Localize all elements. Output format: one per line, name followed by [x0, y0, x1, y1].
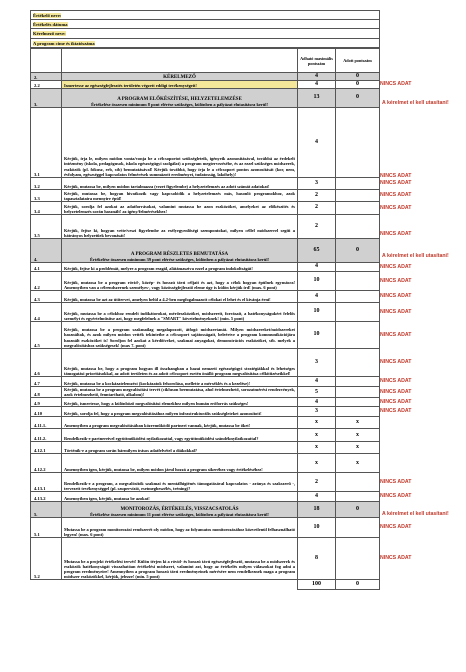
- given-points: 0: [336, 239, 380, 263]
- row-text: Amennyiben igen, kérjük, mutassa be azokat!: [62, 492, 298, 502]
- criterion-row: [31, 202, 380, 215]
- row-number: 4.2: [31, 272, 62, 291]
- missing-data-note: NINCS ADAT: [380, 398, 412, 405]
- row-text: Kérjük, sorolja fel, hogy a program megvalósításához milyen infrastrukturális szükségleteket azonosított!: [62, 407, 298, 417]
- header-fields: [30, 10, 380, 48]
- missing-data-note: NINCS ADAT: [380, 263, 412, 270]
- row-number: 2.: [31, 73, 62, 81]
- max-points: 2: [298, 473, 336, 492]
- given-points: [336, 272, 380, 291]
- given-points: [336, 108, 380, 178]
- given-points: [336, 407, 380, 417]
- evaluation-sheet: [30, 10, 380, 590]
- row-text: MONITOROZÁS, ÉRTÉKELÉS, VISSZACSATOLÁS Értékelése összesen minimum 11 pont elérése szükséges, különben a pályázat elutasításra kerül!: [62, 502, 298, 518]
- row-text: Mutassa be a program monitorozási rendszerét oly módon, hogy az folyamatos monitorozásához közvetlenül felhasználható legyen! (max. 6 pont): [62, 518, 298, 538]
- missing-data-note: NINCS ADAT: [380, 388, 412, 395]
- row-text: Kérjük, mutassa be a program szakmailag megalapozott, átfogó módszertanát. Milyen módszereket/módszereket használtak, és azok milyen módon vették tekintetbe a célcsoport sajátosságait, beleértve a program kommunikációjára használt eszközöket is! Soroljon fel azokat a kérdőíveket, szakmai anyagokat, demonstrációs eszközöket, stb. melyek a megvalósításhoz szükségesek! (max 7. pont): [62, 322, 298, 349]
- header-blank-text: [62, 49, 298, 73]
- header-given-points: Adott pontszám: [336, 49, 380, 73]
- row-number: 5.2: [31, 538, 62, 580]
- row-number: 3.1: [31, 108, 62, 178]
- row-text: Kérjük, mutassa be azt az útitervet, amelyen belül a 4.2-ben megfogalmazott célokat el lehet és el kívánja érni!: [62, 291, 298, 303]
- given-points: [336, 303, 380, 322]
- given-points: [336, 349, 380, 377]
- row-number: 4.12.1: [31, 442, 62, 454]
- row-number: 4.8: [31, 387, 62, 398]
- row-text: Kérjük, mutassa be, hogy a program hogyan ill összhangban a hazai nemzeti egészségügyi stratégiákkal és lehetséges támogatási prioritásokkal, az adott területen és az adott célcsoport esetén önálló program megvalósítása célkitűzéseikkel!: [62, 349, 298, 377]
- missing-data-note: NINCS ADAT: [380, 524, 412, 530]
- header-field-label: Kérelmező neve:: [33, 31, 66, 36]
- row-text: Történik-e a program során bármilyen írásos adatfelvétel a diákokkal?: [62, 442, 298, 454]
- row-number: 3.4: [31, 202, 62, 215]
- given-points: [336, 322, 380, 349]
- max-points: x: [298, 454, 336, 473]
- row-number: 3.2: [31, 178, 62, 190]
- max-points: 10: [298, 322, 336, 349]
- row-text: KÉRELMEZŐ: [62, 73, 298, 81]
- row-text: Amennyiben a program megvalósításában közreműködő partneri vannak, kérjük, mutassa be őket!: [62, 417, 298, 429]
- row-text: Kérjük, fejtse ki, hogyan vette/veszi figyelembe az esélyegyenlőségi szempontokat, milyen céllel módszerrel segíti a hátrányos helyzetűek bevonását!: [62, 215, 298, 239]
- missing-data-note: NINCS ADAT: [380, 493, 412, 499]
- total-given: 0: [336, 580, 380, 590]
- section-row: [31, 239, 380, 263]
- max-points: 65: [298, 239, 336, 263]
- criterion-row: [31, 178, 380, 190]
- criterion-row: [31, 272, 380, 291]
- missing-data-note: NINCS ADAT: [380, 359, 412, 365]
- header-field: [30, 29, 380, 39]
- reject-note: A kérelmet el kell utasítani!: [382, 99, 449, 106]
- max-points: 2: [298, 202, 336, 215]
- row-number: 4.6: [31, 349, 62, 377]
- criterion-row: [31, 417, 380, 429]
- missing-data-note: NINCS ADAT: [380, 204, 412, 211]
- missing-data-note: NINCS ADAT: [380, 277, 412, 284]
- row-text: Mutassa be a projekt értékelési tervét! Külön térjen ki a rövid- és hosszú távú egészségfejlesztő, mutassa be a módszerek és eszközök hatékonyságát visszahatóan értékelési módszert, valamint azt, hogy az értékelés milyen válaszokat fog adni a program eredményeire! Amennyiben a program hosszú távú eredményeinek mérésére nem rendelkeznek maga a program módszer eszközökkel, kérjük, jelezze! (min. 5 pont): [62, 538, 298, 580]
- row-text: Kérjük, fejtse ki a problémát, melyre a program reagál, alátámasztva ezzel a program indokoltságát!: [62, 263, 298, 272]
- max-points: 4: [298, 492, 336, 502]
- criterion-row: [31, 303, 380, 322]
- row-number: 3.5: [31, 215, 62, 239]
- reject-note: A kérelmet el kell utasítani!: [382, 511, 449, 517]
- header-field: [30, 20, 380, 30]
- given-points: x: [336, 442, 380, 454]
- criterion-row: [31, 108, 380, 178]
- status-notes: [380, 0, 466, 672]
- criterion-row: [31, 215, 380, 239]
- row-number: 4.11.2.: [31, 429, 62, 442]
- given-points: 0: [336, 89, 380, 108]
- max-points: 4: [298, 291, 336, 303]
- row-text: A PROGRAM RÉSZLETES BEMUTATÁSA Értékelése összesen minimum 39 pont elérése szükséges, különben a pályázat elutasításra kerül!: [62, 239, 298, 263]
- criterion-row: [31, 492, 380, 502]
- max-points: 10: [298, 518, 336, 538]
- row-number: 4.5: [31, 322, 62, 349]
- row-text: Ismertesse az egészségfejlesztés területén végzett eddigi tevékenységeit!: [62, 81, 298, 89]
- row-number: 4.9: [31, 398, 62, 407]
- row-number: 3.3: [31, 190, 62, 202]
- criterion-row: [31, 322, 380, 349]
- given-points: x: [336, 417, 380, 429]
- missing-data-note: NINCS ADAT: [380, 192, 412, 198]
- criterion-row: [31, 538, 380, 580]
- header-field-label: A program címe és iktatószáma: [33, 40, 95, 46]
- given-points: x: [336, 454, 380, 473]
- row-number: 4.: [31, 239, 62, 263]
- criterion-row: [31, 407, 380, 417]
- max-points: 4: [298, 263, 336, 272]
- missing-data-note: NINCS ADAT: [380, 173, 412, 179]
- row-number: 4.7: [31, 377, 62, 387]
- section-row: [31, 73, 380, 81]
- criterion-row: [31, 263, 380, 272]
- criterion-row: [31, 398, 380, 407]
- max-points: 3: [298, 178, 336, 190]
- criterion-row: [31, 81, 380, 89]
- header-field: [30, 39, 380, 49]
- criterion-row: [31, 454, 380, 473]
- max-points: 10: [298, 303, 336, 322]
- given-points: [336, 398, 380, 407]
- max-points: 3: [298, 407, 336, 417]
- max-points: 3: [298, 349, 336, 377]
- max-points: 4: [298, 108, 336, 178]
- criterion-row: [31, 349, 380, 377]
- column-header-row: [31, 49, 380, 73]
- row-number: 4.4: [31, 303, 62, 322]
- row-text: Kérjük, mutassa be a program megvalósítási tervét (cikluson beemutatása, ahol értelmezhető, sorozatmérési rendezvények, azok értelmezhető, fenntartható, alkalom)!: [62, 387, 298, 398]
- max-points: x: [298, 417, 336, 429]
- section-row: [31, 502, 380, 518]
- scoring-table: [30, 48, 380, 590]
- header-field-label: Értékelő neve:: [33, 13, 62, 18]
- given-points: x: [336, 429, 380, 442]
- given-points: 0: [336, 73, 380, 81]
- max-points: 4: [298, 377, 336, 387]
- row-number: 4.3: [31, 291, 62, 303]
- row-text: Kérjük, mutassa be a célokhoz rendelt indikátorokat, mérőeszközöket, módszereit, forrásait, a hatékonyságukért felelős személyt és egyértelműsítse azt, hogy megfelelnek a "SMART" követelményeknek! (min. 5 pont): [62, 303, 298, 322]
- given-points: [336, 202, 380, 215]
- header-field: [30, 10, 380, 20]
- row-text: Kérjük, mutassa be a program rövid-, közép- és hosszú távú céljait és azt, hogy a célok hogyan épülnek egymásra! Amennyiben van a célrendszernek személyes-, vagy közösségfejlesztő eleme úgy is külön kérjük írd! (max. 6 pont): [62, 272, 298, 291]
- max-points: 4: [298, 398, 336, 407]
- total-max: 100: [298, 580, 336, 590]
- section-row: [31, 89, 380, 108]
- given-points: [336, 178, 380, 190]
- given-points: [336, 492, 380, 502]
- total-blank: [31, 580, 62, 590]
- row-number: 4.10: [31, 407, 62, 417]
- given-points: [336, 190, 380, 202]
- criterion-row: [31, 429, 380, 442]
- row-number: 5.1: [31, 518, 62, 538]
- given-points: [336, 538, 380, 580]
- given-points: [336, 215, 380, 239]
- criterion-row: [31, 442, 380, 454]
- row-text: Kérjük, írja le, milyen módon vonta/vonja be a célcsoportot szükségleteik, igényeik azonosításával, továbbá az érdekelt intézmény (iskola, pedagógusok, iskola egészségügyi szolgálat) a program megtervezésébe, és az ezzel szükséges módszerek, eszközök (pl. fókusz, erb, stb) bemutatásával! Kérjük továbbá, hogy írja le a célcsoport pontos azonosítását (kor, nem, évfolyam, egészséggel kapcsolatos felmérések summázott eredményei, tudatosság, lakóhely)!: [62, 108, 298, 178]
- row-number: 5.: [31, 502, 62, 518]
- missing-data-note: NINCS ADAT: [380, 308, 412, 315]
- criterion-row: [31, 190, 380, 202]
- max-points: 10: [298, 272, 336, 291]
- row-number: 4.11.1.: [31, 417, 62, 429]
- row-text: Kérjük, mutassa be a kockázatelemzést (kockázatok felsorolása, mellette a mérséklés és a kezelése)!: [62, 377, 298, 387]
- row-number: 4.13.2: [31, 492, 62, 502]
- header-field-label: Értékelés dátuma: [33, 21, 68, 27]
- missing-data-note: NINCS ADAT: [380, 378, 412, 384]
- criterion-row: [31, 473, 380, 492]
- missing-data-note: NINCS ADAT: [380, 331, 412, 338]
- header-blank-num: [31, 49, 62, 73]
- row-text: Rendelkezik-e partnereivel együttműködési nyilatkozattal, vagy együttműködési szándéknyilatkozattal?: [62, 429, 298, 442]
- given-points: [336, 291, 380, 303]
- row-number: 3.: [31, 89, 62, 108]
- criterion-row: [31, 518, 380, 538]
- given-points: [336, 377, 380, 387]
- row-text: Kérjük, mutassa be, hogyan hivatkozik vagy kapcsolódik a helyzetelemzés más, hasonló programokhoz, azok tapasztalataira mennyire épül!: [62, 190, 298, 202]
- reject-note: A kérelmet el kell utasítani!: [382, 253, 449, 259]
- given-points: [336, 263, 380, 272]
- max-points: 2: [298, 190, 336, 202]
- total-blank: [62, 580, 298, 590]
- given-points: [336, 387, 380, 398]
- max-points: 4: [298, 81, 336, 89]
- max-points: x: [298, 429, 336, 442]
- max-points: 13: [298, 89, 336, 108]
- missing-data-note: NINCS ADAT: [380, 293, 412, 299]
- missing-data-note: NINCS ADAT: [380, 231, 412, 237]
- row-text: Kérjük, sorolja fel azokat az adatforrásokat, valamint mutassa be azon eszközöket, amelyeket az előkészítés és helyzetelemzés során használt! az igény/felmérésekhez!: [62, 202, 298, 215]
- missing-data-note: NINCS ADAT: [380, 478, 412, 485]
- given-points: [336, 473, 380, 492]
- criterion-row: [31, 291, 380, 303]
- max-points: 5: [298, 387, 336, 398]
- given-points: [336, 518, 380, 538]
- total-row: [31, 580, 380, 590]
- given-points: 0: [336, 81, 380, 89]
- row-number: 4.1: [31, 263, 62, 272]
- row-number: 2.2: [31, 81, 62, 89]
- row-text: Rendelkezik-e a program, a megvalósítók szakmai és mentálhigiénés támogatásával kapcsolatos - aránya és szakszerű -, tervezett tevékenységgel (pl. szupervízió, esetmegbeszélés, tréning)?: [62, 473, 298, 492]
- max-points: 4: [298, 73, 336, 81]
- row-text: Amennyiben igen, kérjük, mutassa be, milyen módon járul hozzá a program sikeréhez vagy értékeléséhez!: [62, 454, 298, 473]
- missing-data-note: NINCS ADAT: [380, 555, 412, 561]
- criterion-row: [31, 377, 380, 387]
- max-points: x: [298, 442, 336, 454]
- row-number: 4.13.1: [31, 473, 62, 492]
- given-points: 0: [336, 502, 380, 518]
- missing-data-note: NINCS ADAT: [380, 180, 412, 186]
- row-text: Kérjük, ismertesse, hogy a különböző megvalósítási elemekhez milyen humán erőforrás szükséges!: [62, 398, 298, 407]
- max-points: 2: [298, 215, 336, 239]
- max-points: 18: [298, 502, 336, 518]
- row-text: Kérjük, mutassa be, milyen módon tartalmazza (vezet figyelembe) a helyzetelemzés az adott számát adatokat!: [62, 178, 298, 190]
- criterion-row: [31, 387, 380, 398]
- max-points: 8: [298, 538, 336, 580]
- missing-data-note: NINCS ADAT: [380, 408, 412, 414]
- missing-data-note: NINCS ADAT: [380, 81, 412, 87]
- row-number: 4.12.2: [31, 454, 62, 473]
- row-text: A PROGRAM ELŐKÉSZÍTÉSE, HELYZETELEMZÉSE Értékelése összesen minimum 8 pont elérése szükséges, különben a pályázat elutasításra kerül!: [62, 89, 298, 108]
- header-max-points: Adható maximális pontszám: [298, 49, 336, 73]
